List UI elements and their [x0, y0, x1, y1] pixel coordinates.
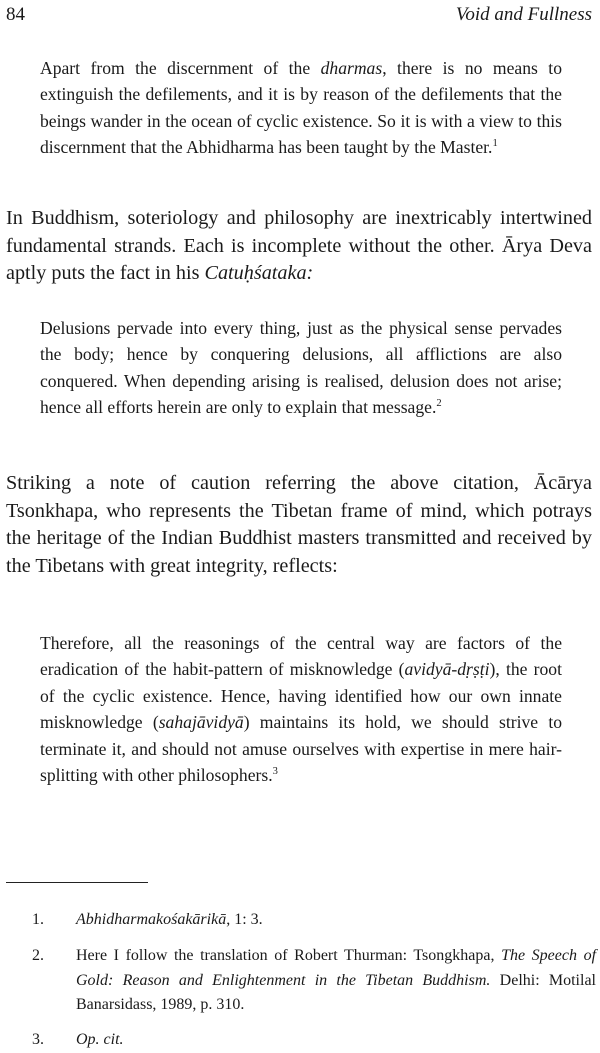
title-catuhsataka: Catuḥśataka:	[204, 262, 314, 285]
term-sahajavidya: sahajāvidyā	[158, 712, 244, 733]
footnote-3: 3. Op. cit.	[32, 1031, 124, 1048]
footnote-ref-3: 3	[272, 766, 278, 778]
term-avidya-drsti: avidyā-dṛṣṭi	[404, 659, 490, 680]
term-dharmas: dharmas	[320, 58, 383, 78]
footnote-divider	[6, 882, 148, 883]
footnote-ref-1: 1	[492, 138, 498, 150]
running-title: Void and Fullness	[455, 4, 592, 25]
paragraph-tsonkhapa: Striking a note of caution referring the above citation, Ācārya Tsonkhapa, who represents the Tibetan frame of mind, which potrays the heritage of the Indian Buddhist masters transmitted and received by the Tibetans with great integrity, reflects:	[6, 472, 592, 577]
footnote-1: 1. Abhidharmakośakārikā, 1: 3.	[32, 911, 263, 928]
page-header	[0, 4, 600, 30]
block-quote-delusions: Delusions pervade into every thing, just as the physical sense pervades the body; hence by conquering delusions, all afflictions are also conquered. When depending arising is realised, delusion does not arise; hence all efforts herein are only to explain that message.$^2$	[40, 318, 562, 418]
block-quote-reasonings: Therefore, all the reasonings of the central way are factors of the eradication of the habit-pattern of misknowledge (avidyā-dṛṣṭi), the root of the cyclic existence. Hence, having identified how our own innate misknowledge (sahajāvidyā) maintains its hold, we should strive to terminate it, and should not amuse ourselves with expertise in mere hair-splitting with other philosophers.$^3$	[40, 633, 563, 786]
paragraph-soteriology: In Buddhism, soteriology and philosophy are inextricably intertwined fundamental strands. Each is incomplete without the other. Ārya Deva aptly puts the fact in his Catuḥśataka:	[6, 207, 592, 285]
footnote-ref-2: 2	[436, 398, 442, 410]
page-number: 84	[6, 4, 25, 25]
block-quote-abhidharma: Apart from the discernment of the dharmas, there is no means to extinguish the defilements, and it is by reason of the defilements that the beings wander in the ocean of cyclic existence. So it is with a view to this discernment that the Abhidharma has been taught by the Master.$^1$	[40, 58, 562, 158]
footnote-2: 2. Here I follow the translation of Robert Thurman: Tsongkhapa, The Speech of Gold: Reason and Enlightenment in the Tibetan Buddhism. Delhi: Motilal Banarsidass, 1989, p. 310.	[32, 947, 597, 1013]
